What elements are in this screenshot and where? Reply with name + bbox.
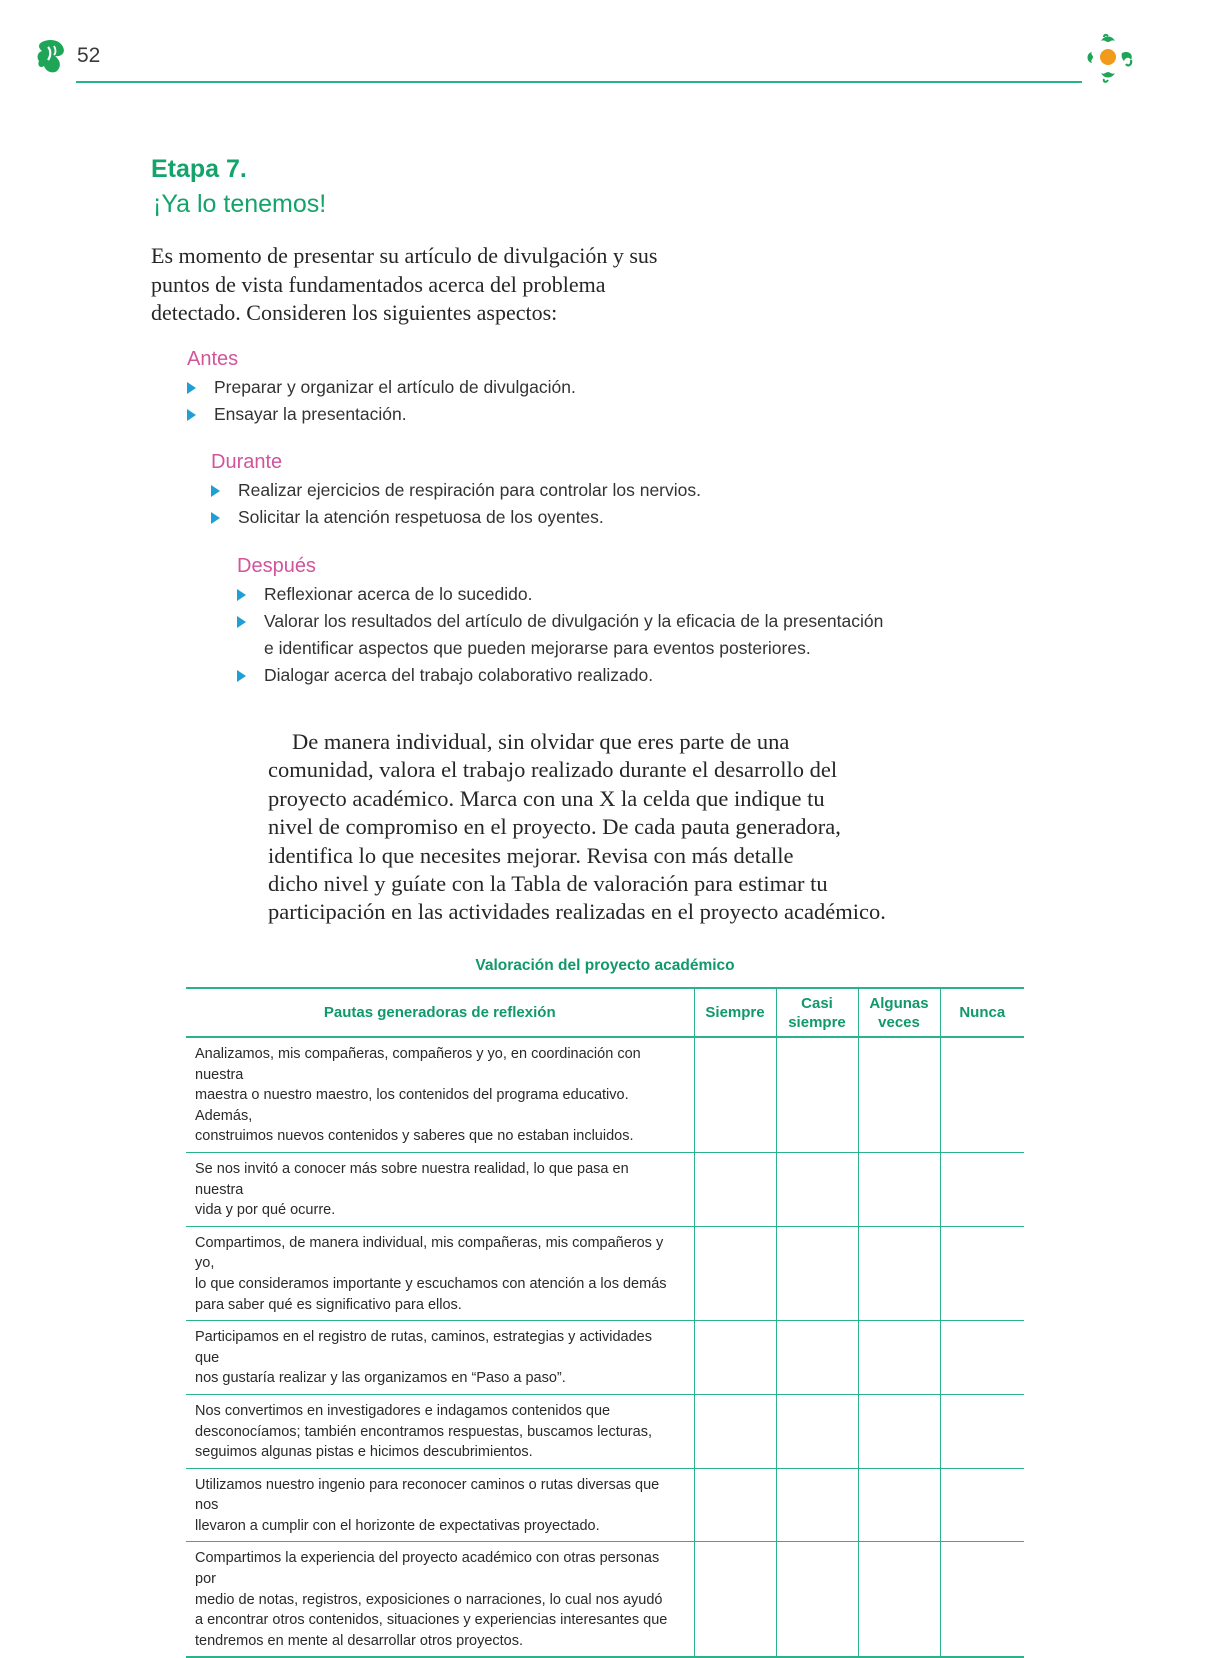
criteria-cell: [186, 1394, 694, 1468]
green-leaf-logo-icon: [36, 38, 68, 74]
stage-title: Etapa 7.: [151, 155, 247, 183]
list-item-text: Solicitar la atención respetuosa de los oyentes.: [238, 507, 604, 527]
cell-line: Analizamos, mis compañeras, compañeros y yo, en coordinación con nuestra: [195, 1046, 641, 1083]
cell-line: Se nos invitó a conocer más sobre nuestra realidad, lo que pasa en nuestra: [195, 1160, 629, 1198]
mark-cell-never[interactable]: [940, 1152, 1024, 1226]
mark-cell-sometimes[interactable]: [858, 1321, 940, 1395]
mark-cell-sometimes[interactable]: [858, 1226, 940, 1320]
instructions-line: nivel de compromiso en el proyecto. De cada pauta generadora,: [268, 814, 841, 840]
cell-line: vida y por qué ocurre.: [195, 1202, 336, 1219]
intro-paragraph: Es momento de presentar su artículo de divulgación y sus puntos de vista fundamentados acerca del problema detectado. Consideren los siguientes aspectos:: [151, 243, 658, 325]
cell-line: tendremos en mente al desarrollar otros proyectos.: [195, 1632, 524, 1649]
mark-cell-always[interactable]: [694, 1468, 776, 1542]
mark-cell-almost-always[interactable]: [776, 1468, 858, 1542]
triangle-bullet-icon: [237, 616, 246, 628]
stage-subtitle: ¡Ya lo tenemos!: [153, 190, 327, 218]
table-row: [186, 1152, 1024, 1226]
header-rule: [76, 81, 1082, 83]
phase-heading-antes: Antes: [187, 348, 239, 370]
cell-line: construimos nuevos contenidos y saberes que no estaban incluidos.: [195, 1128, 634, 1145]
list-item-text: Valorar los resultados del artículo de divulgación y la eficacia de la presentación e identificar aspectos que pueden mejorarse para eventos posteriores.: [264, 611, 884, 658]
list-item: [187, 401, 887, 428]
table-row: [186, 1037, 1024, 1152]
instructions-line: De manera individual, sin olvidar que eres parte de una: [292, 729, 790, 754]
cell-line: Compartimos, de manera individual, mis compañeras, mis compañeros y yo,: [195, 1234, 664, 1272]
cell-line: lo que consideramos importante y escuchamos con atención a los demás: [195, 1275, 667, 1292]
phase-list-durante: [211, 477, 911, 531]
header-text: Casi: [801, 994, 833, 1012]
cell-line: Participamos en el registro de rutas, caminos, estrategias y actividades que: [195, 1329, 652, 1366]
triangle-bullet-icon: [237, 670, 246, 682]
mark-cell-almost-always[interactable]: [776, 1037, 858, 1152]
list-item-text: Dialogar acerca del trabajo colaborativo realizado.: [264, 665, 654, 685]
criteria-cell: [186, 1226, 694, 1320]
triangle-bullet-icon: [187, 409, 196, 421]
header-text: siempre: [788, 1013, 846, 1031]
cell-line: desconocíamos; también encontramos respuestas, buscamos lecturas,: [195, 1423, 652, 1440]
mark-cell-sometimes[interactable]: [858, 1468, 940, 1542]
phase-heading-durante: Durante: [211, 451, 283, 473]
mark-cell-almost-always[interactable]: [776, 1152, 858, 1226]
triangle-bullet-icon: [187, 382, 196, 394]
instructions-line: comunidad, valora el trabajo realizado durante el desarrollo del: [268, 757, 838, 783]
header-sometimes: [858, 988, 940, 1037]
mark-cell-almost-always[interactable]: [776, 1321, 858, 1395]
instructions-line: dicho nivel y guíate con la Tabla de valoración para estimar tu: [268, 871, 828, 897]
triangle-bullet-icon: [211, 512, 220, 524]
mark-cell-almost-always[interactable]: [776, 1226, 858, 1320]
mark-cell-never[interactable]: [940, 1394, 1024, 1468]
cell-line: llevaron a cumplir con el horizonte de expectativas proyectado.: [195, 1517, 600, 1534]
cell-line: seguimos algunas pistas e hicimos descubrimientos.: [195, 1444, 533, 1461]
mark-cell-always[interactable]: [694, 1226, 776, 1320]
list-item-text: Preparar y organizar el artículo de divulgación.: [214, 377, 576, 397]
list-item-text: Ensayar la presentación.: [214, 404, 407, 424]
page-number: 52: [77, 44, 101, 67]
instructions-paragraph: [268, 728, 908, 927]
criteria-cell: [186, 1468, 694, 1542]
mark-cell-always[interactable]: [694, 1321, 776, 1395]
header-text: veces: [878, 1013, 920, 1031]
cell-line: medio de notas, registros, exposiciones o narraciones, lo cual nos ayudó: [195, 1591, 663, 1608]
triangle-bullet-icon: [237, 589, 246, 601]
cell-line: Compartimos la experiencia del proyecto académico con otras personas por: [195, 1550, 660, 1588]
list-item: [237, 581, 897, 608]
triangle-bullet-icon: [211, 485, 220, 497]
criteria-cell: [186, 1037, 694, 1152]
list-item: [237, 662, 897, 689]
table-caption: Valoración del proyecto académico: [475, 957, 735, 974]
cell-line: Nos convertimos en investigadores e indagamos contenidos que: [195, 1402, 611, 1419]
mark-cell-sometimes[interactable]: [858, 1152, 940, 1226]
table-header-row: [186, 988, 1024, 1037]
header-never: Nunca: [940, 988, 1024, 1037]
header-text: Algunas: [869, 994, 929, 1012]
instructions-line: identifica lo que necesites mejorar. Revisa con más detalle: [268, 842, 794, 868]
instructions-line: proyecto académico. Marca con una X la celda que indique tu: [268, 785, 825, 811]
table-row: [186, 1394, 1024, 1468]
mark-cell-sometimes[interactable]: [858, 1037, 940, 1152]
table-row: [186, 1321, 1024, 1395]
list-item: [187, 374, 887, 401]
table-row: [186, 1468, 1024, 1542]
mark-cell-never[interactable]: [940, 1321, 1024, 1395]
list-item: [237, 608, 897, 662]
list-item-text: Realizar ejercicios de respiración para controlar los nervios.: [238, 480, 701, 500]
mark-cell-never[interactable]: [940, 1226, 1024, 1320]
instructions-line: participación en las actividades realizadas en el proyecto académico.: [268, 899, 886, 925]
list-item-text: Reflexionar acerca de lo sucedido.: [264, 584, 533, 604]
cell-line: Utilizamos nuestro ingenio para reconocer caminos o rutas diversas que nos: [195, 1476, 660, 1514]
cell-line: a encontrar otros contenidos, situaciones y experiencias interesantes que: [195, 1612, 668, 1629]
list-item: [211, 477, 911, 504]
cell-line: para saber qué es significativo para ellos.: [195, 1296, 462, 1313]
orange-green-flower-emblem-icon: [1084, 33, 1142, 85]
phase-list-despues: [237, 581, 897, 689]
criteria-cell: [186, 1321, 694, 1395]
list-item: [211, 504, 911, 531]
mark-cell-always[interactable]: [694, 1152, 776, 1226]
mark-cell-always[interactable]: [694, 1037, 776, 1152]
phase-heading-despues: Después: [237, 555, 316, 577]
criteria-cell: [186, 1152, 694, 1226]
table-row: [186, 1226, 1024, 1320]
header-always: Siempre: [694, 988, 776, 1037]
mark-cell-never[interactable]: [940, 1037, 1024, 1152]
mark-cell-never[interactable]: [940, 1468, 1024, 1542]
header-criteria: Pautas generadoras de reflexión: [186, 988, 694, 1037]
phase-list-antes: [187, 374, 887, 428]
header-almost-always: [776, 988, 858, 1037]
mark-cell-always[interactable]: [694, 1394, 776, 1468]
mark-cell-sometimes[interactable]: [858, 1394, 940, 1468]
cell-line: maestra o nuestro maestro, los contenidos del programa educativo. Además,: [195, 1087, 629, 1124]
mark-cell-almost-always[interactable]: [776, 1394, 858, 1468]
cell-line: nos gustaría realizar y las organizamos en “Paso a paso”.: [195, 1370, 566, 1387]
evaluation-table: [186, 987, 1024, 1658]
